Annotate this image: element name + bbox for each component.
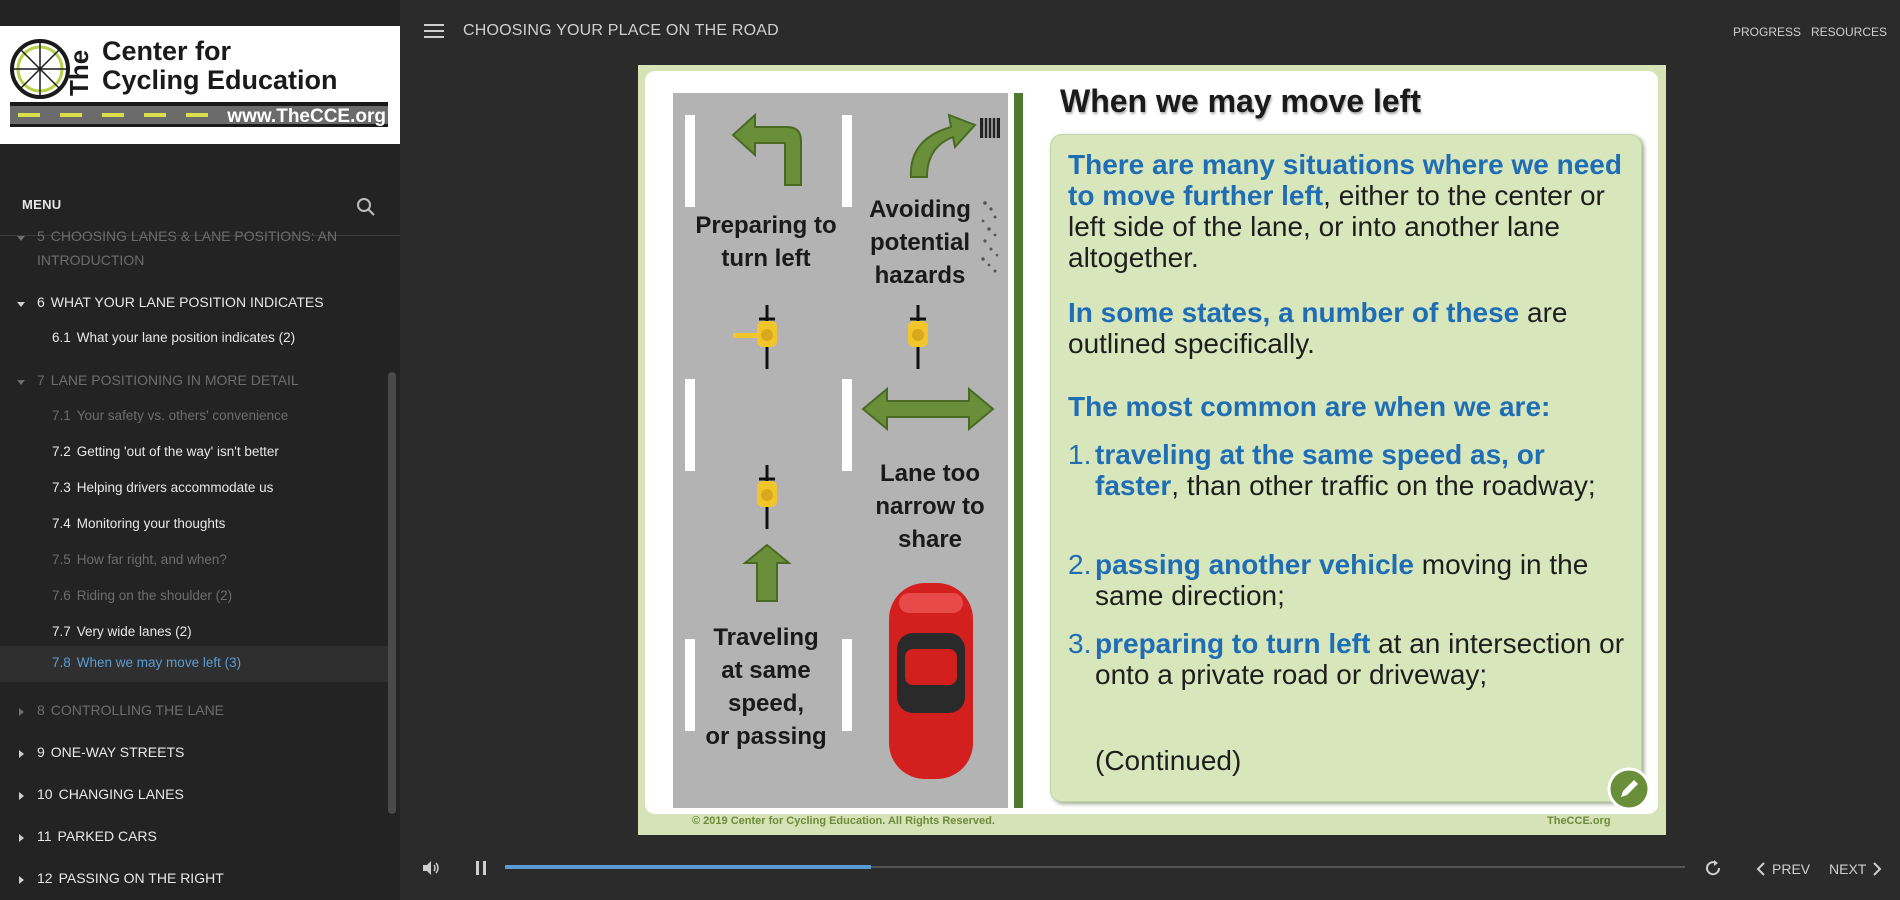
pause-icon[interactable] bbox=[474, 860, 488, 876]
menu-label: MENU bbox=[22, 197, 62, 212]
menu-section-12[interactable]: 12 PASSING ON THE RIGHT bbox=[0, 866, 388, 890]
menu-section-8[interactable]: 8 CONTROLLING THE LANE bbox=[0, 698, 388, 722]
chevron-right-icon bbox=[1872, 862, 1882, 876]
caret-down-icon bbox=[15, 298, 27, 310]
seek-bar-progress bbox=[505, 865, 871, 869]
logo-graphic bbox=[0, 26, 400, 144]
menu-item-6-1[interactable]: 6.1 What your lane position indicates (2) bbox=[52, 330, 296, 345]
caret-down-icon bbox=[15, 376, 27, 388]
logo-line2: Cycling Education bbox=[102, 65, 338, 95]
sidebar bbox=[0, 0, 400, 900]
menu-section-11[interactable]: 11 PARKED CARS bbox=[0, 824, 388, 848]
list-item-3: 3. preparing to turn left at an intersection or onto a private road or driveway; bbox=[1068, 628, 1625, 690]
list-item-2: 2. passing another vehicle moving in the same direction; bbox=[1068, 549, 1589, 611]
caret-right-icon bbox=[15, 874, 27, 886]
menu-item-7-1[interactable]: 7.1 Your safety vs. others' convenience bbox=[52, 408, 289, 423]
menu-item-7-4[interactable]: 7.4 Monitoring your thoughts bbox=[52, 516, 226, 531]
caret-right-icon bbox=[15, 832, 27, 844]
sidebar-scrollbar-thumb[interactable] bbox=[388, 372, 396, 814]
drain-grate-icon bbox=[980, 118, 1000, 138]
chevron-left-icon bbox=[1756, 862, 1766, 876]
menu-item-7-7[interactable]: 7.7 Very wide lanes (2) bbox=[52, 624, 192, 639]
paragraph-2: In some states, a number of these are outlined specifically. bbox=[1068, 297, 1568, 359]
label-traveling-same-speed: Traveling at same speed, or passing bbox=[705, 624, 827, 750]
paragraph-1: There are many situations where we need to move further left, either to the center or left side of the lane, or into another lane altogether. bbox=[1068, 149, 1622, 273]
lesson-title: CHOOSING YOUR PLACE ON THE ROAD bbox=[463, 22, 779, 39]
menu-item-7-8-active[interactable]: 7.8 When we may move left (3) bbox=[0, 646, 388, 682]
progress-link[interactable]: PROGRESS bbox=[1733, 25, 1802, 39]
menu-list bbox=[0, 226, 388, 900]
label-preparing-to-turn-left: Preparing to turn left bbox=[695, 212, 837, 272]
caret-right-icon bbox=[15, 790, 27, 802]
caret-down-icon bbox=[15, 232, 27, 244]
pencil-badge-icon[interactable] bbox=[1607, 767, 1651, 811]
caret-right-icon bbox=[15, 706, 27, 718]
logo-the: The bbox=[64, 49, 94, 96]
menu-section-5[interactable]: 5 CHOOSING LANES & LANE POSITIONS: AN INTRODUCTION bbox=[0, 226, 388, 272]
label-avoiding-hazards: Avoiding potential hazards bbox=[869, 196, 971, 289]
slide-footer-site: TheCCE.org bbox=[1547, 815, 1611, 827]
menu-section-7[interactable]: 7 LANE POSITIONING IN MORE DETAIL bbox=[0, 368, 388, 392]
cce-logo bbox=[0, 26, 400, 144]
menu-item-7-6[interactable]: 7.6 Riding on the shoulder (2) bbox=[52, 588, 233, 603]
menu-section-9[interactable]: 9 ONE-WAY STREETS bbox=[0, 740, 388, 764]
search-icon[interactable] bbox=[354, 195, 378, 219]
resources-link[interactable]: RESOURCES bbox=[1811, 25, 1888, 39]
menu-item-7-3[interactable]: 7.3 Helping drivers accommodate us bbox=[52, 480, 274, 495]
road-illustration bbox=[673, 93, 1023, 808]
slide-footer-copyright: © 2019 Center for Cycling Education. All Rights Reserved. bbox=[692, 815, 995, 827]
caret-right-icon bbox=[15, 748, 27, 760]
volume-icon[interactable] bbox=[421, 860, 441, 876]
continued-note: (Continued) bbox=[1095, 745, 1242, 776]
label-lane-too-narrow: Lane too narrow to share bbox=[875, 460, 985, 553]
next-button[interactable]: NEXT bbox=[1829, 858, 1882, 880]
paragraph-3: The most common are when we are: bbox=[1068, 391, 1551, 422]
logo-url: www.TheCCE.org bbox=[227, 106, 386, 127]
slide bbox=[638, 65, 1666, 835]
logo-line1: Center for bbox=[102, 36, 232, 66]
list-item-1: 1. traveling at the same speed as, or faster, than other traffic on the roadway; bbox=[1068, 439, 1596, 501]
slide-heading: When we may move left bbox=[1060, 83, 1421, 119]
red-car-icon bbox=[889, 583, 973, 779]
menu-section-10[interactable]: 10 CHANGING LANES bbox=[0, 782, 388, 806]
slide-content bbox=[645, 71, 1658, 814]
menu-item-7-2[interactable]: 7.2 Getting 'out of the way' isn't better bbox=[52, 444, 279, 459]
menu-section-6[interactable]: 6 WHAT YOUR LANE POSITION INDICATES bbox=[0, 290, 388, 314]
prev-button[interactable]: PREV bbox=[1756, 858, 1810, 880]
replay-icon[interactable] bbox=[1704, 859, 1722, 877]
menu-item-7-5[interactable]: 7.5 How far right, and when? bbox=[52, 552, 227, 567]
hamburger-menu-icon[interactable] bbox=[424, 24, 444, 40]
slide-textbox bbox=[1050, 134, 1642, 802]
